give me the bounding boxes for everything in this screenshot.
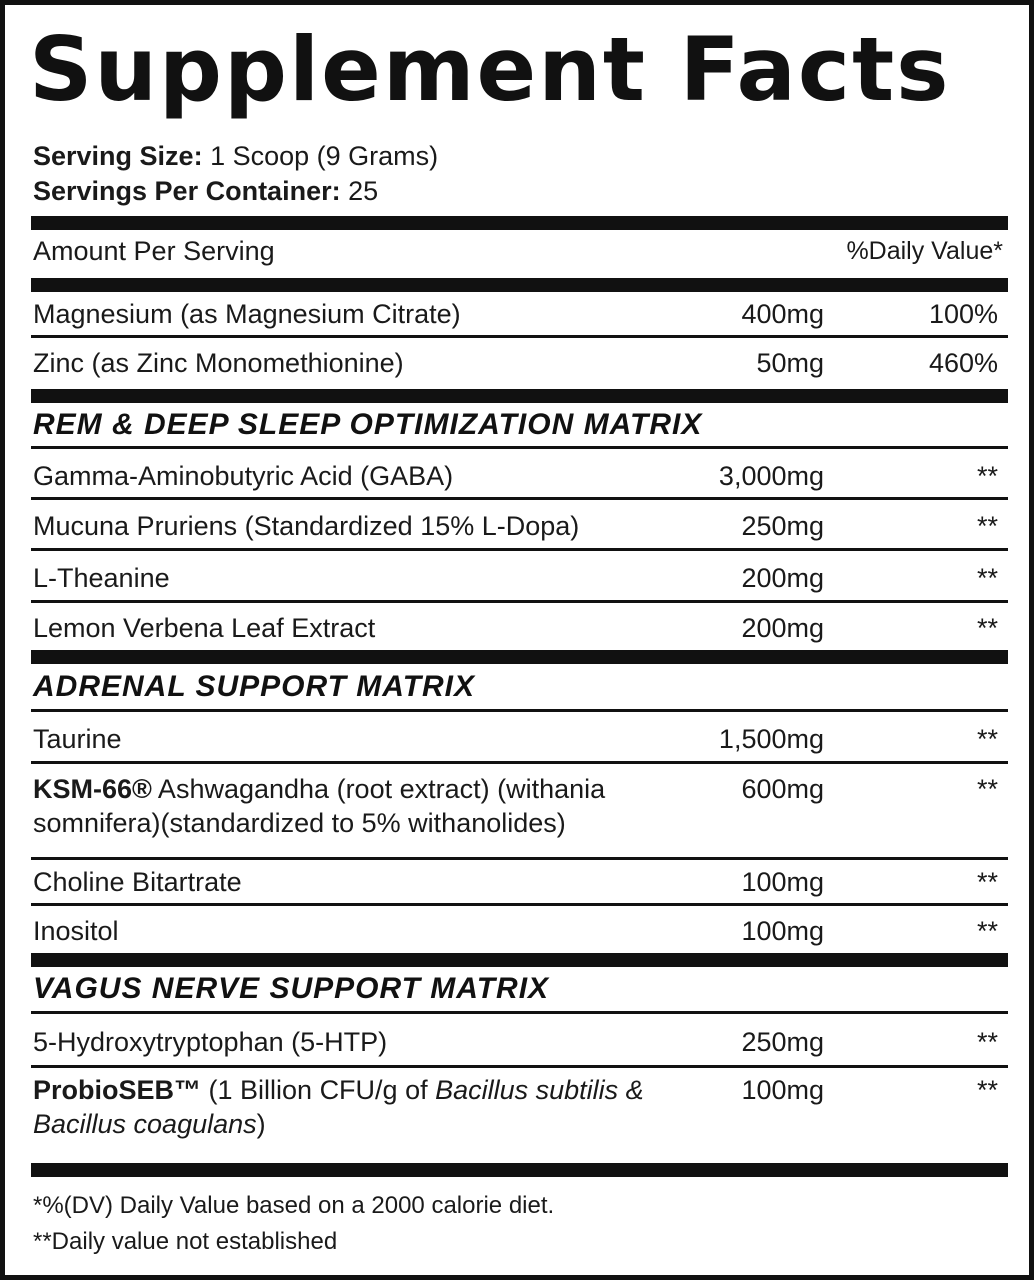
row-divider — [31, 1011, 1008, 1014]
thick-divider — [31, 650, 1008, 664]
ingredient-amount: 250mg — [741, 1027, 824, 1057]
ingredient-amount: 250mg — [741, 511, 824, 541]
ingredient-daily-value: ** — [976, 916, 998, 946]
ingredient-description: (1 Billion CFU/g of — [201, 1075, 436, 1105]
row-divider — [31, 709, 1008, 712]
thick-divider — [31, 216, 1008, 230]
nutrient-name: Zinc (as Zinc Monomethionine) — [33, 348, 404, 378]
servings-per-container — [33, 174, 378, 208]
serving-size-label: Serving Size: — [33, 141, 203, 171]
serving-size-value: 1 Scoop (9 Grams) — [202, 141, 439, 171]
row-divider — [31, 761, 1008, 764]
ingredient-amount: 100mg — [741, 1075, 824, 1105]
ingredient-daily-value: ** — [976, 461, 998, 491]
thick-divider — [31, 1163, 1008, 1177]
ingredient-amount: 200mg — [741, 563, 824, 593]
nutrient-name: Magnesium (as Magnesium Citrate) — [33, 299, 461, 329]
footnote-not-established: **Daily value not established — [33, 1228, 338, 1255]
ingredient-daily-value: ** — [976, 724, 998, 754]
ingredient-species: Bacillus coagulans — [33, 1109, 257, 1139]
ingredient-description-end: ) — [256, 1109, 266, 1139]
ingredient-daily-value: ** — [976, 1075, 998, 1105]
ingredient-brand: ProbioSEB™ — [33, 1075, 202, 1105]
ingredient-name — [33, 1073, 693, 1141]
ingredient-name: Taurine — [33, 724, 122, 754]
ingredient-name: Lemon Verbena Leaf Extract — [33, 613, 376, 643]
ingredient-daily-value: ** — [976, 613, 998, 643]
thick-divider — [31, 389, 1008, 403]
row-divider — [31, 335, 1008, 338]
ingredient-daily-value: ** — [976, 867, 998, 897]
thick-divider — [31, 278, 1008, 292]
ingredient-amount: 3,000mg — [718, 461, 824, 491]
ingredient-brand: KSM-66® — [33, 774, 152, 804]
ingredient-name: 5-Hydroxytryptophan (5-HTP) — [33, 1027, 388, 1057]
ingredient-name: L-Theanine — [33, 563, 170, 593]
label-title: Supplement Facts — [29, 18, 951, 121]
ingredient-name: Gamma-Aminobutyric Acid (GABA) — [33, 461, 454, 491]
row-divider — [31, 1065, 1008, 1068]
ingredient-daily-value: ** — [976, 1027, 998, 1057]
row-divider — [31, 857, 1008, 860]
ingredient-amount: 100mg — [741, 916, 824, 946]
ingredient-species: Bacillus subtilis & — [435, 1075, 644, 1105]
servings-per-container-label: Servings Per Container: — [33, 176, 341, 206]
ingredient-amount: 1,500mg — [718, 724, 824, 754]
thick-divider — [31, 953, 1008, 967]
ingredient-amount: 600mg — [741, 774, 824, 804]
nutrient-daily-value: 100% — [928, 299, 998, 329]
servings-per-container-value: 25 — [340, 176, 379, 206]
row-divider — [31, 903, 1008, 906]
ingredient-name: Mucuna Pruriens (Standardized 15% L-Dopa) — [33, 511, 580, 541]
row-divider — [31, 548, 1008, 551]
row-divider — [31, 600, 1008, 603]
ingredient-daily-value: ** — [976, 563, 998, 593]
ingredient-amount: 100mg — [741, 867, 824, 897]
row-divider — [31, 446, 1008, 449]
ingredient-name: Choline Bitartrate — [33, 867, 242, 897]
section-title: REM & DEEP SLEEP OPTIMIZATION MATRIX — [33, 408, 703, 441]
serving-size — [33, 139, 438, 173]
ingredient-name: Inositol — [33, 916, 119, 946]
amount-per-serving-header: Amount Per Serving — [33, 236, 275, 266]
daily-value-header: %Daily Value* — [846, 237, 1003, 265]
nutrient-amount: 50mg — [756, 348, 824, 378]
ingredient-amount: 200mg — [741, 613, 824, 643]
section-title: VAGUS NERVE SUPPORT MATRIX — [33, 972, 550, 1005]
ingredient-description: Ashwagandha (root extract) (withania somnifera)(standardized to 5% withanolides) — [33, 774, 606, 838]
section-title: ADRENAL SUPPORT MATRIX — [33, 670, 476, 703]
ingredient-daily-value: ** — [976, 774, 998, 804]
footnote-daily-value: *%(DV) Daily Value based on a 2000 calorie diet. — [33, 1192, 555, 1219]
row-divider — [31, 497, 1008, 500]
nutrient-amount: 400mg — [741, 299, 824, 329]
ingredient-daily-value: ** — [976, 511, 998, 541]
nutrient-daily-value: 460% — [928, 348, 998, 378]
ingredient-name — [33, 772, 693, 840]
